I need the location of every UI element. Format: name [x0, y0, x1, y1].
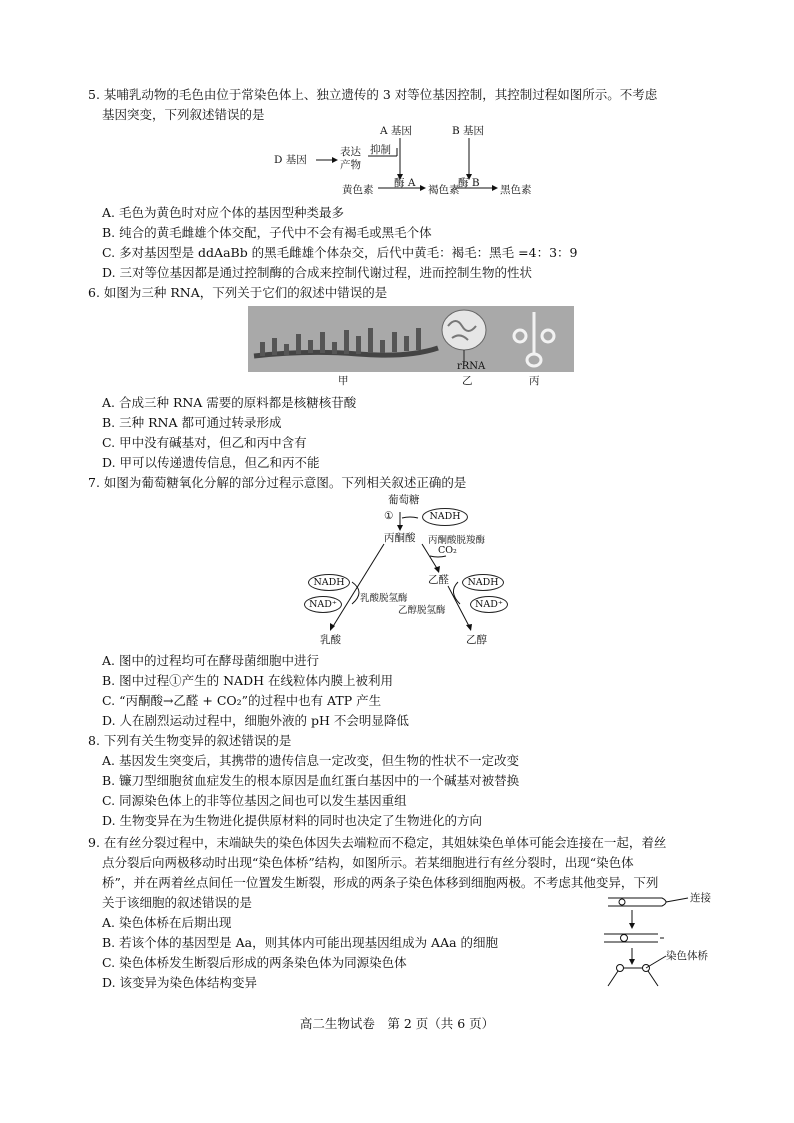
q8-option-c: C. 同源染色体上的非等位基因之间也可以发生基因重组	[102, 793, 407, 808]
black-pigment-label: 黑色素	[500, 184, 532, 196]
q6-option-b: B. 三种 RNA 都可通过转录形成	[102, 415, 282, 430]
product-label-2: 产物	[340, 159, 361, 171]
label-jia: 甲	[338, 375, 349, 387]
arrow-head	[420, 185, 426, 191]
q9-stem-line1: 9. 在有丝分裂过程中，末端缺失的染色体因失去端粒而不稳定，其姐妹染色单体可能会连接在一起，着丝	[88, 835, 667, 850]
q9-chromosome-bridge-diagram	[600, 890, 730, 990]
q6-option-a: A. 合成三种 RNA 需要的原料都是核糖核苷酸	[102, 395, 357, 410]
co2-label: CO₂	[438, 545, 457, 556]
arrow-head	[492, 185, 498, 191]
gene-a-label: A 基因	[380, 125, 412, 137]
chromosome-drawing	[600, 890, 730, 990]
nad-cloud-right: NAD⁺	[470, 596, 508, 613]
q5-gene-diagram	[270, 122, 570, 202]
gene-b-label: B 基因	[452, 125, 485, 137]
cofactor-arc-right	[453, 582, 460, 604]
q5-option-c: C. 多对基因型是 ddAaBb 的黑毛雌雄个体杂交，后代中黄毛：褐毛：黑毛 =4：3：9	[102, 245, 578, 260]
q9-option-b: B. 若该个体的基因型是 Aa，则其体内可能出现基因组成为 AAa 的细胞	[102, 935, 499, 950]
arrow-acetaldehyde-ethanol	[448, 586, 470, 628]
ethanol-label: 乙醇	[466, 634, 487, 646]
nadh-cloud-left: NADH	[308, 574, 350, 591]
q7-glycolysis-diagram	[298, 492, 528, 652]
q5-option-a: A. 毛色为黄色时对应个体的基因型种类最多	[102, 205, 344, 220]
q7-option-d: D. 人在剧烈运动过程中，细胞外液的 pH 不会明显降低	[102, 713, 409, 728]
q9-option-d: D. 该变异为染色体结构变异	[102, 975, 258, 990]
lactate-label: 乳酸	[320, 634, 341, 646]
acetaldehyde-label: 乙醛	[428, 574, 449, 586]
trna-shape	[514, 312, 554, 366]
q7-stem: 7. 如图为葡萄糖氧化分解的部分过程示意图。下列相关叙述正确的是	[88, 475, 467, 490]
product-label: 表达	[340, 146, 361, 158]
q9-option-a: A. 染色体桥在后期出现	[102, 915, 232, 930]
gene-d-label: D 基因	[274, 154, 307, 166]
label-yi: 乙	[462, 375, 473, 387]
enzyme-b-label: 酶 B	[458, 177, 480, 189]
ldh-label: 乳酸脱氢酶	[360, 593, 408, 604]
q6-stem: 6. 如图为三种 RNA，下列关于它们的叙述中错误的是	[88, 285, 388, 300]
step1-label: ①	[384, 510, 394, 522]
q6-option-d: D. 甲可以传递遗传信息，但乙和丙不能	[102, 455, 320, 470]
bridge-chromatids	[604, 934, 658, 942]
inhibit-label: 抑制	[370, 144, 391, 156]
connect-pointer	[666, 898, 688, 902]
q7-option-b: B. 图中过程①产生的 NADH 在线粒体内膜上被利用	[102, 673, 393, 688]
rrna-label: rRNA	[457, 361, 486, 372]
q7-option-a: A. 图中的过程均可在酵母菌细胞中进行	[102, 653, 319, 668]
q5-stem-line1: 5. 某哺乳动物的毛色由位于常染色体上、独立遗传的 3 对等位基因控制，其控制过程如图所示。不考虑	[88, 87, 658, 102]
q5-stem-line2: 基因突变，下列叙述错误的是	[102, 107, 265, 122]
q8-stem: 8. 下列有关生物变异的叙述错误的是	[88, 733, 292, 748]
q8-option-a: A. 基因发生突变后，其携带的遗传信息一定改变，但生物的性状不一定改变	[102, 753, 519, 768]
q9-stem-line2: 点分裂后向两极移动时出现“染色体桥”结构，如图所示。若某细胞进行有丝分裂时，出现“染色体	[102, 855, 634, 870]
enzyme-a-label: 酶 A	[394, 177, 416, 189]
chromosome-bridge	[608, 968, 658, 986]
joined-chromatids	[608, 898, 666, 906]
bridge-pointer	[646, 956, 666, 968]
q8-option-b: B. 镰刀型细胞贫血症发生的根本原因是血红蛋白基因中的一个碱基对被替换	[102, 773, 520, 788]
pyruvate-label: 丙酮酸	[384, 532, 416, 544]
q8-option-d: D. 生物变异在为生物进化提供原材料的同时也决定了生物进化的方向	[102, 813, 483, 828]
adh-label: 乙醇脱氢酶	[398, 605, 446, 616]
yellow-pigment-label: 黄色素	[342, 184, 374, 196]
connect-label: 连接	[690, 892, 711, 904]
nad-cloud-left: NAD⁺	[304, 596, 342, 613]
q5-option-b: B. 纯合的黄毛雌雄个体交配，子代中不会有褐毛或黑毛个体	[102, 225, 432, 240]
q7-diagram-arrows	[298, 492, 528, 652]
brown-pigment-label: 褐色素	[428, 184, 460, 196]
decarboxylase-label: 丙酮酸脱羧酶	[428, 535, 486, 546]
q5-option-d: D. 三对等位基因都是通过控制酶的合成来控制代谢过程，进而控制生物的性状	[102, 265, 533, 280]
q6-option-c: C. 甲中没有碱基对，但乙和丙中含有	[102, 435, 307, 450]
q9-option-c: C. 染色体桥发生断裂后形成的两条染色体为同源染色体	[102, 955, 407, 970]
q9-stem-line4: 关于该细胞的叙述错误的是	[102, 895, 253, 910]
q6-rna-figure	[248, 306, 574, 372]
q9-stem-line3: 桥”，并在两着丝点间任一位置发生断裂，形成的两条子染色体移到细胞两极。不考虑其他变异，下列	[102, 875, 659, 890]
q7-option-c: C. “丙酮酸→乙醛 + CO₂”的过程中也有 ATP 产生	[102, 693, 382, 708]
nadh-cloud-top: NADH	[422, 508, 468, 526]
bridge-label: 染色体桥	[666, 950, 708, 962]
arrow-head	[332, 157, 338, 163]
nadh-cloud-right: NADH	[462, 574, 504, 591]
page-footer: 高二生物试卷 第 2 页（共 6 页）	[299, 1016, 495, 1031]
label-bing: 丙	[529, 375, 540, 387]
rna-illustration	[248, 306, 574, 372]
glucose-label: 葡萄糖	[388, 494, 420, 506]
